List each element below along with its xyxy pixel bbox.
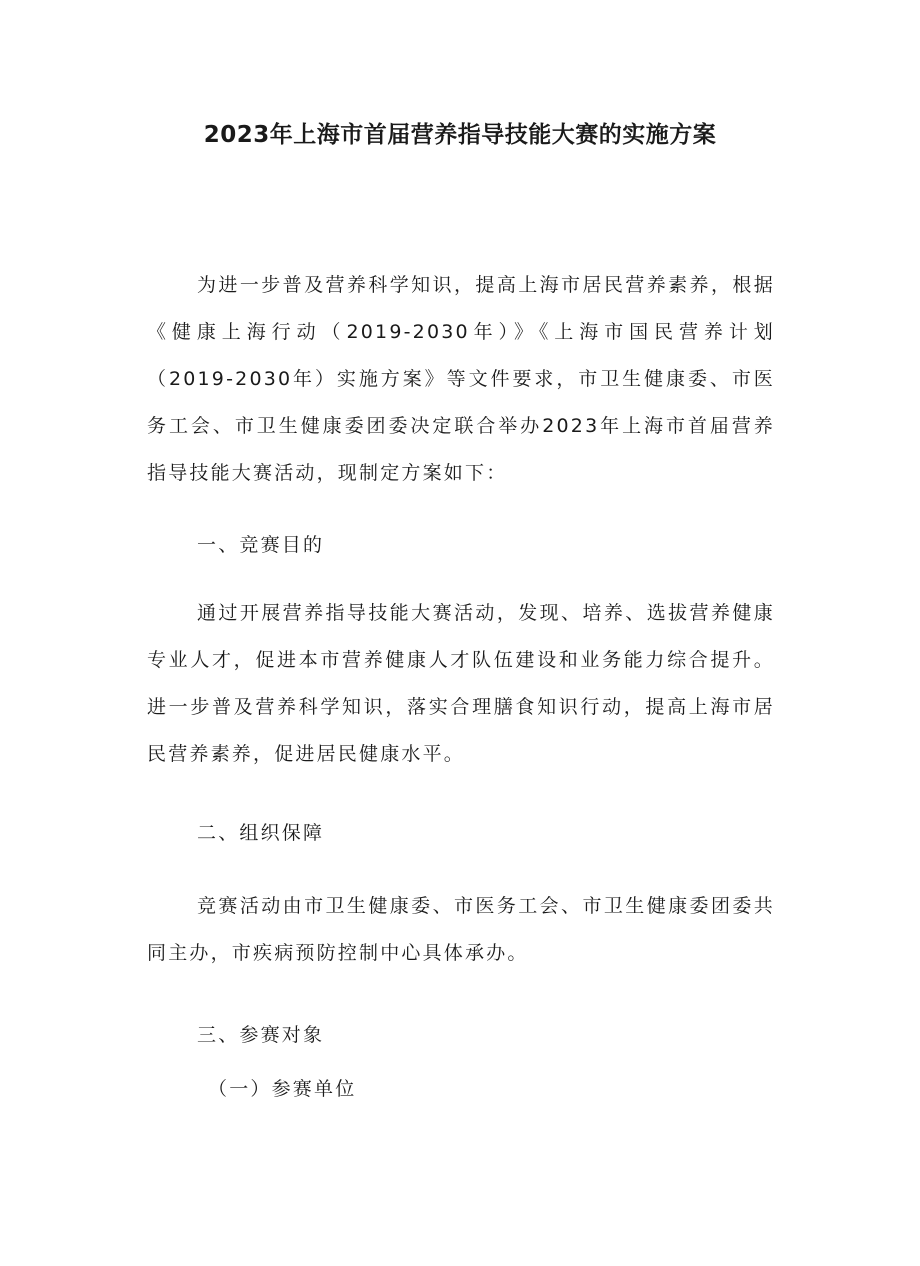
section-heading-purpose: 一、竞赛目的 [197,534,325,556]
intro-paragraph: 为进一步普及营养科学知识，提高上海市居民营养素养，根据《健康上海行动（2019-2030年）》《上海市国民营养计划（2019-2030年）实施方案》等文件要求，市卫生健康委、市医务工会、市卫生健康委团委决定联合举办2023年上海市首届营养指导技能大赛活动，现制定方案如下： [147,274,775,484]
section-heading-organization: 二、组织保障 [197,822,325,844]
section-body-organization: 竞赛活动由市卫生健康委、市医务工会、市卫生健康委团委共同主办，市疾病预防控制中心具体承办。 [147,895,775,964]
subsection-heading-units: （一）参赛单位 [208,1078,357,1100]
section-body-purpose: 通过开展营养指导技能大赛活动，发现、培养、选拔营养健康专业人才，促进本市营养健康人才队伍建设和业务能力综合提升。进一步普及营养科学知识，落实合理膳食知识行动，提高上海市居民营养素养，促进居民健康水平。 [147,602,775,765]
document-title: 2023年上海市首届营养指导技能大赛的实施方案 [203,122,717,148]
section-heading-participants: 三、参赛对象 [197,1024,325,1046]
